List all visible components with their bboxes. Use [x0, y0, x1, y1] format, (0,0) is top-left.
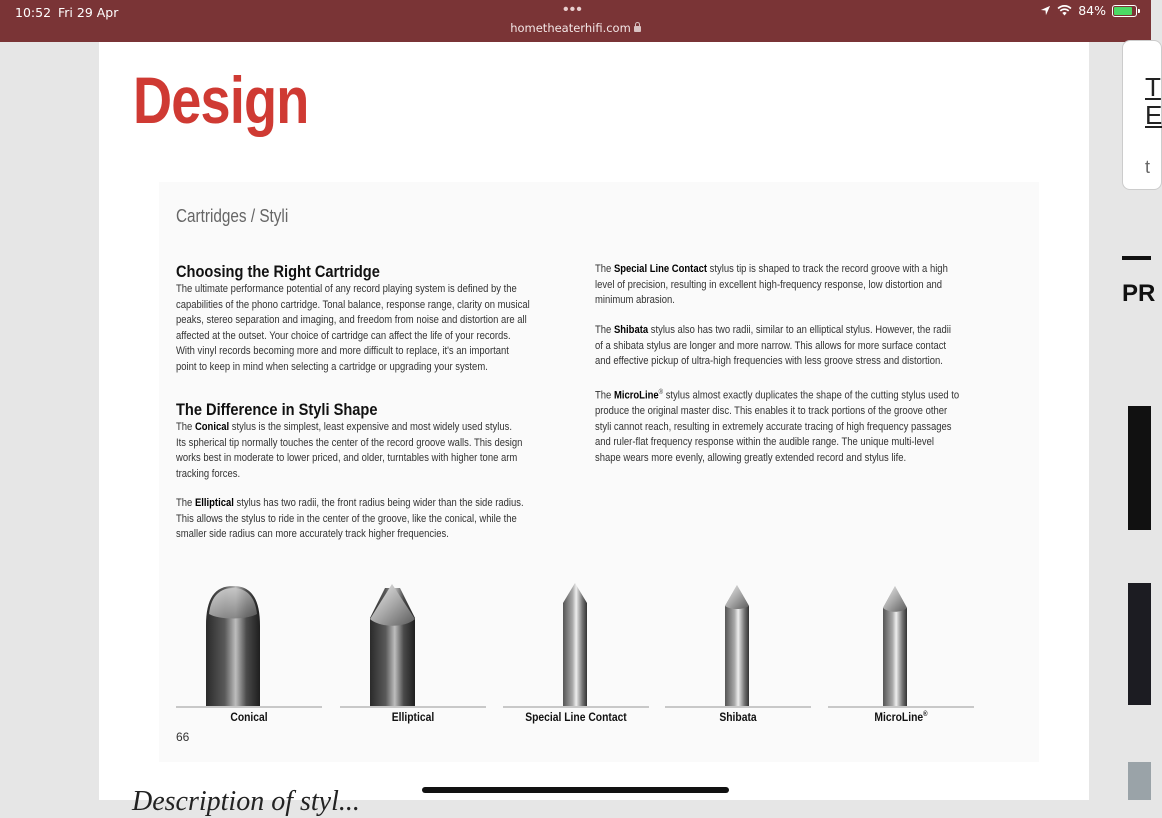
- the-word: The: [595, 324, 612, 336]
- label-elliptical: Elliptical: [391, 710, 435, 724]
- conical-term: Conical: [194, 421, 230, 433]
- battery-charging-icon: [1112, 5, 1137, 17]
- sidebar-card-text: t: [1145, 157, 1151, 177]
- scanned-brochure-image: [159, 182, 1039, 762]
- shibata-body: stylus also has two radii, similar to an elliptical stylus. However, the radii of a shibata stylus are longer and more narrow. This allows for more surface contact and effective pickup of ultra-high frequencies with less groove stress and distortion.: [595, 324, 951, 367]
- next-heading-partial: Description of styl...: [132, 786, 360, 817]
- article-heading: Design: [133, 63, 309, 137]
- label-microline-reg: ®: [923, 711, 928, 718]
- home-indicator[interactable]: [422, 787, 729, 793]
- the-word: The: [595, 389, 612, 402]
- status-time: 10:52: [15, 5, 52, 20]
- label-conical: Conical: [230, 710, 268, 724]
- the-word: The: [176, 421, 193, 433]
- url-text: hometheaterhifi.com: [510, 21, 631, 35]
- stylus-special-line-contact: [563, 583, 587, 707]
- status-indicators: [1040, 3, 1137, 18]
- section2-heading: The Difference in Styli Shape: [176, 400, 378, 419]
- sidebar-section-heading: PR: [1122, 280, 1156, 307]
- label-shibata: Shibata: [719, 710, 757, 724]
- lock-icon: [634, 26, 641, 32]
- sidebar-thumbnail-2[interactable]: [1128, 583, 1151, 705]
- scan-page-number: 66: [176, 730, 190, 744]
- label-special-line-contact: Special Line Contact: [525, 710, 627, 724]
- battery-percent: 84%: [1078, 3, 1106, 18]
- url-bar[interactable]: [0, 21, 1151, 35]
- microline-term: MicroLine: [613, 389, 659, 402]
- slc-body: stylus tip is shaped to track the record groove with a high level of precision, resulting in excellent high-frequency response, low distortion and minimum abrasion.: [595, 263, 948, 306]
- slc-term: Special Line Contact: [613, 263, 708, 275]
- stylus-microline-tip: [883, 586, 907, 612]
- microline-body: stylus almost exactly duplicates the shape of the cutting stylus used to produce the original master disc. This enables it to track portions of the groove other styli cannot reach, resulting in extremely accurate tracing of high frequency passages and ruler-flat frequency response within the audible range. The unique multi-level shape wears more evenly, allowing greatly extended record and stylus life.: [595, 389, 960, 464]
- the-word: The: [176, 497, 193, 509]
- elliptical-term: Elliptical: [194, 497, 234, 509]
- shelf-elliptical: [340, 706, 486, 708]
- shelf-microline: [828, 706, 974, 708]
- the-word: The: [595, 263, 612, 275]
- conical-body: stylus is the simplest, least expensive and most widely used stylus. Its spherical tip normally touches the center of the record groove walls. This design works best in moderate to lower priced, and older, turntables with higher tone arm tracking forces.: [176, 421, 523, 480]
- label-microline-text: MicroLine: [874, 710, 924, 724]
- browser-top-bar: [0, 0, 1151, 42]
- shibata-term: Shibata: [613, 324, 649, 336]
- microline-reg-mark: ®: [658, 389, 664, 396]
- sidebar-thumbnail-1[interactable]: [1128, 406, 1151, 530]
- article-page: [99, 42, 1089, 817]
- stylus-shibata-tip: [725, 585, 749, 609]
- shelf-conical: [176, 706, 322, 708]
- sidebar-thumbnail-3[interactable]: [1128, 762, 1151, 800]
- stylus-illustrations: [159, 182, 1039, 722]
- label-microline: [838, 710, 964, 724]
- section1-body: The ultimate performance potential of any record playing system is defined by the capabilities of the phono cartridge. Tonal balance, response range, clarity on musical peaks, stereo separation and imaging, and freedom from noise and distortion are all affected at the outset. Your choice of cartridge can affect the life of your records. With vinyl records becoming more and more difficult to replace, it's an important point to keep in mind when selecting a cartridge or upgrading your system.: [176, 283, 530, 373]
- elliptical-body: stylus has two radii, the front radius being wider than the side radius. This allows the stylus to ride in the center of the groove, like the conical, while the smaller side radius can more accurately track higher frequencies.: [176, 497, 524, 540]
- battery-fill: [1114, 7, 1132, 15]
- section1-heading: Choosing the Right Cartridge: [176, 262, 380, 281]
- shelf-shibata: [665, 706, 811, 708]
- status-date: Fri 29 Apr: [58, 5, 119, 20]
- wifi-icon: [1057, 5, 1072, 16]
- sidebar-card-title-line2[interactable]: E: [1145, 100, 1162, 130]
- tab-menu-dots-icon[interactable]: •••: [563, 1, 583, 18]
- sidebar-card-title-line1[interactable]: T: [1145, 72, 1161, 102]
- location-icon: [1040, 5, 1051, 16]
- shelf-slc: [503, 706, 649, 708]
- scan-title: Cartridges / Styli: [176, 206, 289, 226]
- sidebar-divider: [1122, 256, 1151, 260]
